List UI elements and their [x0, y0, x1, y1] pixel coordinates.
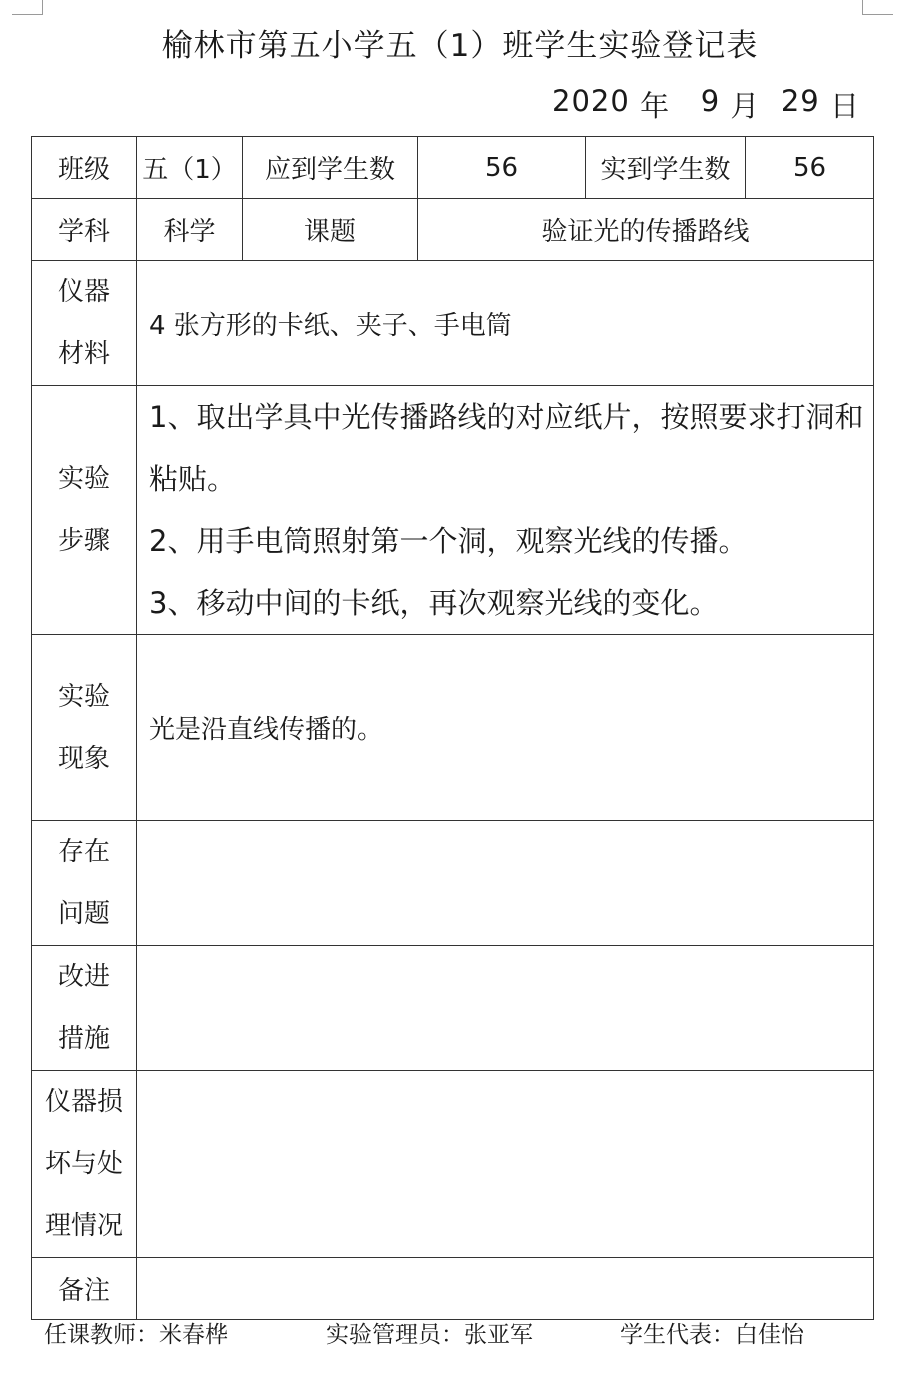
expected-students-value: 56 [418, 137, 586, 199]
problems-label [32, 821, 137, 946]
crop-mark-right [862, 0, 893, 15]
steps-content [137, 386, 874, 635]
table-row [32, 261, 874, 386]
table-row [32, 1258, 874, 1320]
document-title: 榆林市第五小学五（1）班学生实验登记表 [161, 28, 759, 64]
date-year-unit: 年 [640, 89, 671, 123]
damage-value [137, 1071, 874, 1258]
topic-label: 课题 [243, 199, 418, 261]
student-rep-signature: 学生代表：白佳怡 [620, 1322, 804, 1348]
damage-label-line3: 理情况 [44, 1211, 123, 1241]
manager-signature: 实验管理员：张亚军 [326, 1322, 533, 1348]
date-day-unit: 日 [829, 89, 860, 123]
date-line [552, 84, 860, 125]
topic-value: 验证光的传播路线 [418, 199, 874, 261]
problems-value [137, 821, 874, 946]
registration-table [31, 136, 874, 1320]
table-row [32, 821, 874, 946]
phenomenon-label-line1: 实验 [57, 681, 110, 712]
date-day: 29 [780, 84, 820, 118]
phenomenon-value: 光是沿直线传播的。 [137, 635, 874, 821]
steps-label-line2: 步骤 [57, 526, 110, 556]
step-item: 2、用手电筒照射第一个洞，观察光线的传播。 [149, 524, 748, 558]
problems-label-line1: 存在 [57, 837, 110, 867]
teacher-signature: 任课教师：米春桦 [44, 1322, 228, 1348]
actual-students-label: 实到学生数 [586, 137, 746, 199]
materials-label [32, 261, 137, 386]
phenomenon-label-line2: 现象 [57, 743, 110, 774]
table-row [32, 635, 874, 821]
steps-label-line1: 实验 [57, 464, 110, 494]
class-value: 五（1） [137, 137, 243, 199]
steps-label [32, 386, 137, 635]
improvements-label [32, 946, 137, 1071]
materials-value: 4 张方形的卡纸、夹子、手电筒 [137, 261, 874, 386]
table-row [32, 386, 874, 635]
crop-mark-left [12, 0, 43, 15]
table-row [32, 1071, 874, 1258]
date-month-unit: 月 [730, 89, 761, 123]
damage-label [32, 1071, 137, 1258]
step-item: 3、移动中间的卡纸，再次观察光线的变化。 [149, 586, 719, 620]
materials-label-line1: 仪器 [57, 277, 110, 307]
remarks-value [137, 1258, 874, 1320]
table-row [32, 199, 874, 261]
damage-label-line2: 坏与处 [44, 1149, 123, 1179]
damage-label-line1: 仪器损 [44, 1087, 123, 1117]
improvements-label-line1: 改进 [57, 962, 110, 992]
date-year: 2020 [552, 84, 630, 118]
table-row [32, 946, 874, 1071]
step-item: 1、取出学具中光传播路线的对应纸片，按照要求打洞和粘贴。 [149, 400, 864, 496]
subject-value: 科学 [137, 199, 243, 261]
phenomenon-label [32, 635, 137, 821]
expected-students-label: 应到学生数 [243, 137, 418, 199]
subject-label: 学科 [32, 199, 137, 261]
date-month: 9 [700, 84, 721, 118]
improvements-value [137, 946, 874, 1071]
actual-students-value: 56 [746, 137, 874, 199]
remarks-label: 备注 [32, 1258, 137, 1320]
table-row [32, 137, 874, 199]
problems-label-line2: 问题 [57, 899, 110, 929]
improvements-label-line2: 措施 [57, 1024, 110, 1054]
materials-label-line2: 材料 [57, 339, 110, 369]
class-label: 班级 [32, 137, 137, 199]
